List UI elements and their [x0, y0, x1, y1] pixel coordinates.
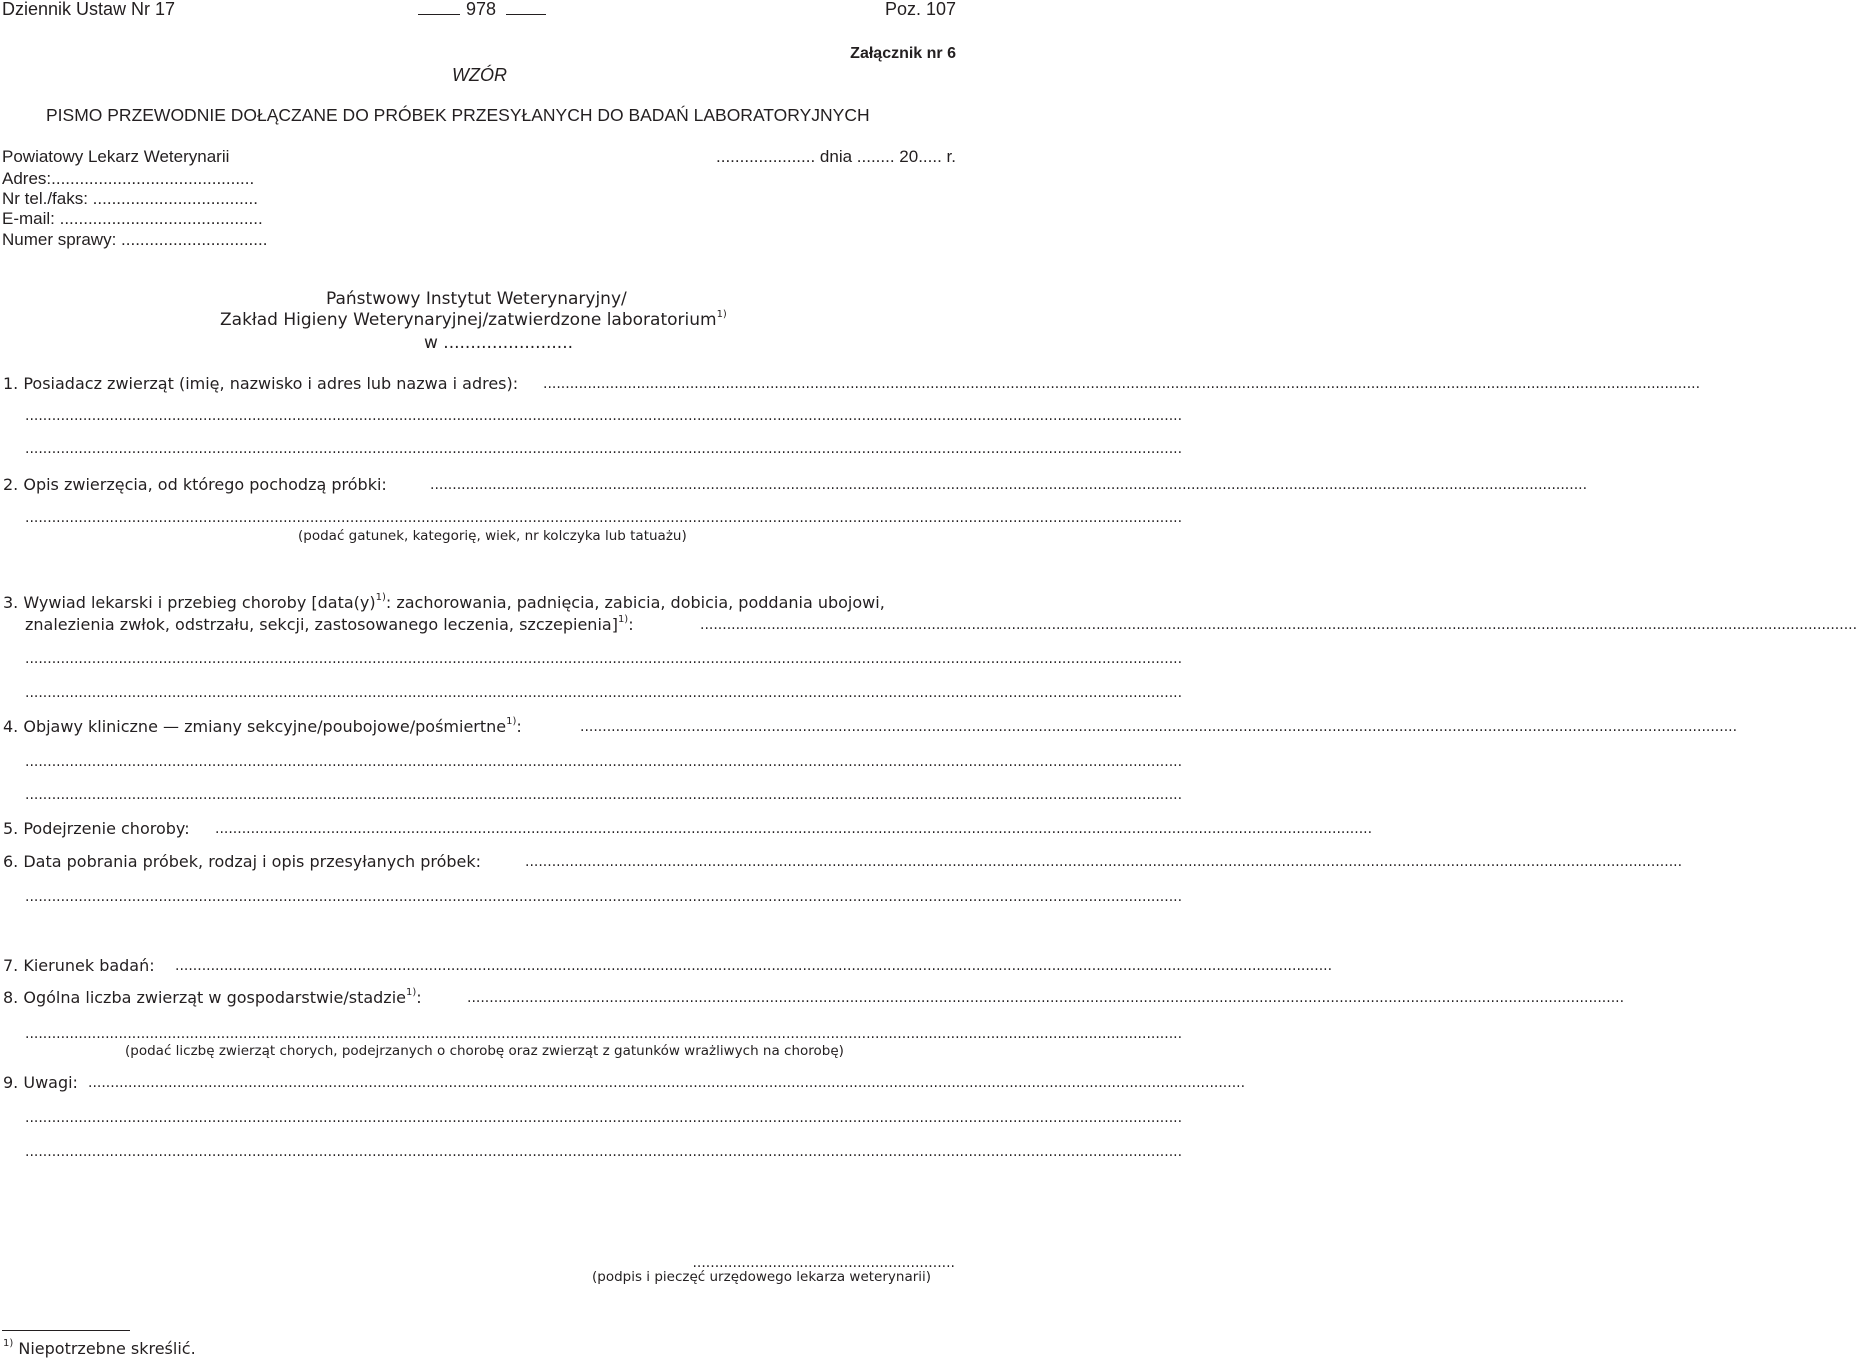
page-number: 978	[466, 0, 497, 19]
section-1-label: 1. Posiadacz zwierząt (imię, nazwisko i adres lub nazwa i adres):	[3, 374, 519, 393]
footnote-separator	[2, 1330, 130, 1331]
section-5-label: 5. Podejrzenie choroby:	[3, 819, 190, 838]
section-3-fill: ....................................................................................................................................................................................................................................................................	[700, 617, 1857, 633]
section-2-label: 2. Opis zwierzęcia, od którego pochodzą próbki:	[3, 475, 387, 494]
document-title: PISMO PRZEWODNIE DOŁĄCZANE DO PRÓBEK PRZESYŁANYCH DO BADAŃ LABORATORYJNYCH	[46, 105, 870, 125]
section-7-label: 7. Kierunek badań:	[3, 956, 155, 975]
section-5-fill: ....................................................................................................................................................................................................................................................................	[215, 821, 1373, 837]
section-8-label: 8. Ogólna liczba zwierząt w gospodarstwie/stadzie$^{1)}$:	[3, 987, 422, 1007]
section-3-line-2: ....................................................................................................................................................................................................................................................................	[25, 651, 1183, 667]
signature-line: ...........................................................	[692, 1255, 955, 1271]
position-number: Poz. 107	[884, 0, 956, 19]
section-9-fill: ....................................................................................................................................................................................................................................................................	[88, 1075, 1246, 1091]
footnote: $^{1)}$ Niepotrzebne skreślić.	[3, 1338, 196, 1358]
section-1-fill: ....................................................................................................................................................................................................................................................................	[543, 376, 1701, 392]
section-9-line-3: ....................................................................................................................................................................................................................................................................	[25, 1144, 1183, 1160]
section-3-label-cont: znalezienia zwłok, odstrzału, sekcji, zastosowanego leczenia, szczepienia]$^{1)}$:	[25, 614, 634, 634]
section-4-fill: ....................................................................................................................................................................................................................................................................	[580, 719, 1738, 735]
sender-case-number: Numer sprawy: ...............................	[2, 230, 268, 249]
template-mark: WZÓR	[452, 65, 507, 85]
section-3-label: 3. Wywiad lekarski i przebieg choroby [$data(y)^{1)}$: zachorowania, padnięcia, zabicia, dobicia, poddania ubojowi,	[3, 592, 885, 612]
section-8-fill: ....................................................................................................................................................................................................................................................................	[467, 990, 1625, 1006]
section-3-line-3: ....................................................................................................................................................................................................................................................................	[25, 685, 1183, 701]
annex-label: Załącznik nr 6	[850, 45, 956, 62]
sender-address: Adres:...........................................	[2, 169, 255, 188]
section-8-line-2: ....................................................................................................................................................................................................................................................................	[25, 1026, 1183, 1042]
section-9-label: 9. Uwagi:	[3, 1073, 78, 1092]
section-6-label: 6. Data pobrania próbek, rodzaj i opis przesyłanych próbek:	[3, 852, 482, 871]
sender-email: E-mail: ...........................................	[2, 209, 263, 228]
recipient-line-1: Państwowy Instytut Weterynaryjny/	[326, 289, 627, 309]
section-9-line-2: ....................................................................................................................................................................................................................................................................	[25, 1110, 1183, 1126]
sender-phone: Nr tel./faks: ...................................	[2, 189, 258, 208]
section-8-note: (podać liczbę zwierząt chorych, podejrzanych o chorobę oraz zwierząt z gatunków wrażliwych na chorobę)	[125, 1043, 844, 1059]
section-6-fill: ....................................................................................................................................................................................................................................................................	[525, 854, 1683, 870]
section-1-line-2: ....................................................................................................................................................................................................................................................................	[25, 408, 1183, 424]
recipient-line-2: Zakład Higieny Weterynaryjnej/zatwierdzone laboratorium$^{1)}$	[220, 309, 727, 330]
section-1-line-3: ....................................................................................................................................................................................................................................................................	[25, 441, 1183, 457]
signature-caption: (podpis i pieczęć urzędowego lekarza weterynarii)	[592, 1269, 932, 1285]
sender-office: Powiatowy Lekarz Weterynarii	[2, 147, 230, 166]
section-4-line-3: ....................................................................................................................................................................................................................................................................	[25, 787, 1183, 803]
section-7-fill: ....................................................................................................................................................................................................................................................................	[175, 958, 1333, 974]
header-rule-left	[418, 14, 460, 15]
section-2-fill: ....................................................................................................................................................................................................................................................................	[430, 477, 1588, 493]
section-4-line-2: ....................................................................................................................................................................................................................................................................	[25, 754, 1183, 770]
section-2-line-2: ....................................................................................................................................................................................................................................................................	[25, 510, 1183, 526]
section-4-label: 4. Objawy kliniczne — zmiany sekcyjne/poubojowe/pośmiertne$^{1)}$:	[3, 716, 522, 736]
header-rule-right	[506, 14, 546, 15]
recipient-line-3: w ........................	[424, 333, 573, 353]
section-2-note: (podać gatunek, kategorię, wiek, nr kolczyka lub tatuażu)	[298, 528, 687, 544]
section-6-line-2: ....................................................................................................................................................................................................................................................................	[25, 889, 1183, 905]
journal-title: Dziennik Ustaw Nr 17	[2, 0, 176, 19]
footnote-ref: 1)	[716, 309, 727, 320]
date-line: ..................... dnia ........ 20..... r.	[716, 147, 956, 166]
